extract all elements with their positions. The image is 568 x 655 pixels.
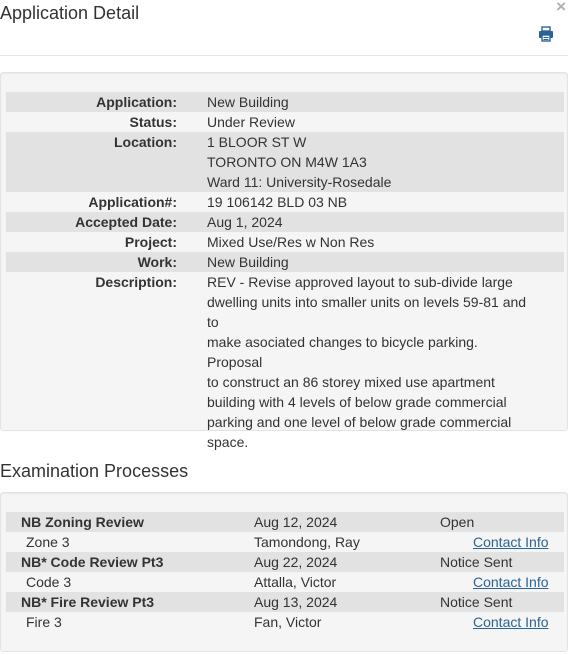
detail-row [6,372,564,392]
detail-label [6,432,177,452]
process-name: NB* Fire Review Pt3 [21,594,155,610]
detail-value: Ward 11: University-Rosedale [207,174,392,190]
detail-value: New Building [207,254,289,270]
examination-processes-panel [0,492,568,652]
detail-label: Status: [129,114,177,130]
process-detail-row [6,572,564,592]
detail-row [6,332,564,372]
detail-label: Application#: [88,194,177,210]
process-row [6,552,564,572]
detail-row [6,252,564,272]
detail-label [6,412,177,432]
detail-row [6,272,564,292]
process-detail-row [6,612,564,632]
process-row [6,592,564,612]
detail-table [6,92,564,452]
detail-value: Aug 1, 2024 [207,214,283,230]
detail-value: 1 BLOOR ST W [207,134,307,150]
detail-row [6,112,564,132]
dialog-header [0,0,568,56]
process-date: Aug 13, 2024 [254,594,338,610]
detail-value: REV - Revise approved layout to sub-divide large [207,274,513,290]
detail-label [6,152,177,172]
detail-label: Description: [95,274,177,290]
process-zone: Fire 3 [26,614,62,630]
detail-label: Project: [124,234,177,250]
process-zone: Zone 3 [26,534,70,550]
detail-row [6,132,564,152]
exam-table [6,512,564,632]
process-zone: Code 3 [26,574,72,590]
detail-row [6,172,564,192]
process-status: Open [440,514,475,530]
examination-processes-title: Examination Processes [0,461,189,481]
detail-value: dwelling units into smaller units on levels 59-81 and to [207,294,527,330]
detail-label: Application: [96,94,177,110]
detail-label [6,332,177,372]
detail-value: 19 106142 BLD 03 NB [207,194,348,210]
detail-value: TORONTO ON M4W 1A3 [207,154,367,170]
process-date: Aug 22, 2024 [254,554,338,570]
process-date: Aug 12, 2024 [254,514,338,530]
detail-value: make asociated changes to bicycle parking. Proposal [207,334,478,370]
detail-label [6,392,177,412]
detail-row [6,212,564,232]
detail-label [6,372,177,392]
detail-row [6,92,564,112]
detail-value: Mixed Use/Res w Non Res [207,234,375,250]
detail-row [6,292,564,332]
process-examiner: Fan, Victor [254,614,322,630]
detail-row [6,192,564,212]
detail-value: to construct an 86 storey mixed use apartment [207,374,495,390]
detail-value: parking and one level of below grade commercial [207,414,512,430]
process-examiner: Attalla, Victor [254,574,337,590]
process-examiner: Tamondong, Ray [254,534,360,550]
detail-row [6,232,564,252]
detail-label: Location: [114,134,177,150]
detail-row [6,392,564,412]
detail-label: Work: [137,254,177,270]
process-status: Notice Sent [440,554,513,570]
contact-info-link[interactable]: Contact Info [473,534,549,550]
detail-row [6,412,564,432]
contact-info-link[interactable]: Contact Info [473,574,549,590]
process-detail-row [6,532,564,552]
process-status: Notice Sent [440,594,513,610]
process-name: NB Zoning Review [21,514,144,530]
detail-value: Under Review [207,114,295,130]
detail-value: building with 4 levels of below grade commercial [207,394,507,410]
detail-value: New Building [207,94,289,110]
detail-label: Accepted Date: [75,214,177,230]
detail-row [6,152,564,172]
close-button[interactable]: × [556,0,566,16]
application-detail-panel [0,72,568,450]
dialog-title: Application Detail [0,3,140,23]
detail-label [6,172,177,192]
process-row [6,512,564,532]
printer-icon[interactable] [538,26,554,42]
process-name: NB* Code Review Pt3 [21,554,164,570]
detail-label [6,292,177,332]
contact-info-link[interactable]: Contact Info [473,614,549,630]
detail-row [6,432,564,452]
detail-value: space. [207,434,249,450]
